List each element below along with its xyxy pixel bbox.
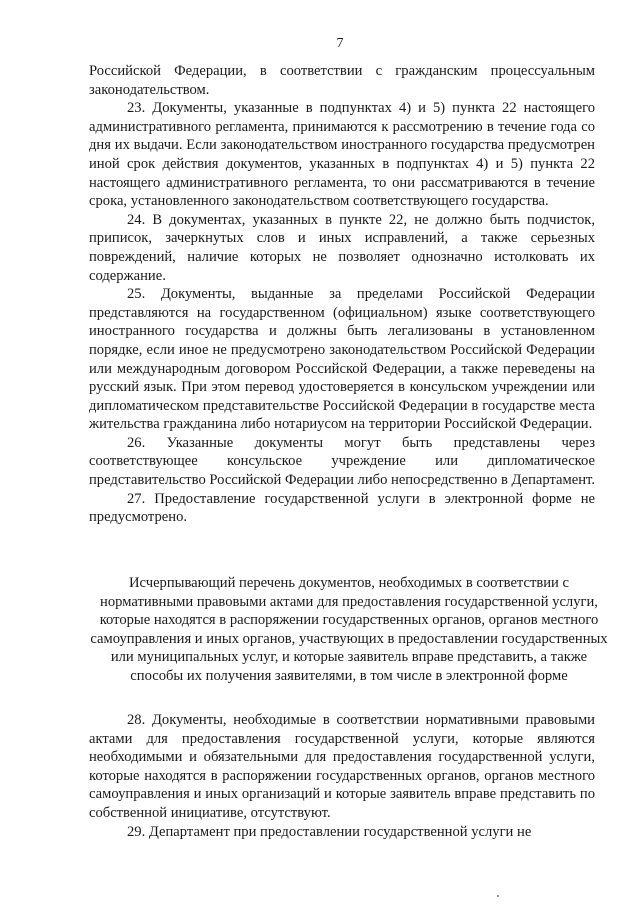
- scan-dot: [497, 895, 499, 897]
- paragraph-26: 26. Указанные документы могут быть представлены через соответствующее консульское учреждение или дипломатическое представительство Российской Федерации либо непосредственно в Департамент.: [89, 434, 595, 489]
- section-heading: Исчерпывающий перечень документов, необходимых в соответствии с нормативными правовыми актами для предоставления государственной услуги, которые находятся в распоряжении государственных органов, органов местного самоуправления и иных органов, участвующих в предоставлении государственных или муниципальных услуг, и которые заявитель вправе представить, а также способы их получения заявителями, в том числе в электронной форме: [90, 575, 608, 684]
- body-text-lower: [89, 711, 595, 841]
- paragraph-25: 25. Документы, выданные за пределами Российской Федерации представляются на государственном (официальном) языке соответствующего иностранного государства и должны быть легализованы в установленном порядке, если иное не предусмотрено законодательством Российской Федерации или международным договором Российской Федерации, а также переведены на русский язык. При этом перевод удостоверяется в консульском учреждении или дипломатическом представительстве Российской Федерации в государстве места жительства гражданина либо нотариусом на территории Российской Федерации.: [89, 286, 595, 433]
- page-number: 7: [336, 36, 344, 51]
- paragraph-continuation: Российской Федерации, в соответствии с гражданским процессуальным законодательством.: [89, 63, 595, 98]
- paragraph-24: 24. В документах, указанных в пункте 22, не должно быть подчисток, приписок, зачеркнутых слов и иных исправлений, а также серьезных повреждений, наличие которых не позволяет однозначно истолковать их содержание.: [89, 211, 595, 284]
- paragraph-29: 29. Департамент при предоставлении государственной услуги не: [127, 823, 532, 840]
- paragraph-27: 27. Предоставление государственной услуги в электронной форме не предусмотрено.: [89, 490, 595, 526]
- body-text-upper: [89, 62, 595, 527]
- paragraph-28: 28. Документы, необходимые в соответствии нормативными правовыми актами для предоставления государственной услуги, которые являются необходимыми и обязательными для предоставления государственной услуги, которые находятся в распоряжении государственных органов, органов местного самоуправления и иных организаций и которые заявитель вправе представить по собственной инициативе, отсутствуют.: [89, 712, 595, 821]
- paragraph-23: 23. Документы, указанные в подпунктах 4) и 5) пункта 22 настоящего административного регламента, принимаются к рассмотрению в течение года со дня их выдачи. Если законодательством иностранного государства предусмотрен иной срок действия документов, указанных в подпунктах 4) и 5) пункта 22 настоящего административного регламента, то они рассматриваются в течение срока, установленного законодательством соответствующего государства.: [89, 100, 595, 210]
